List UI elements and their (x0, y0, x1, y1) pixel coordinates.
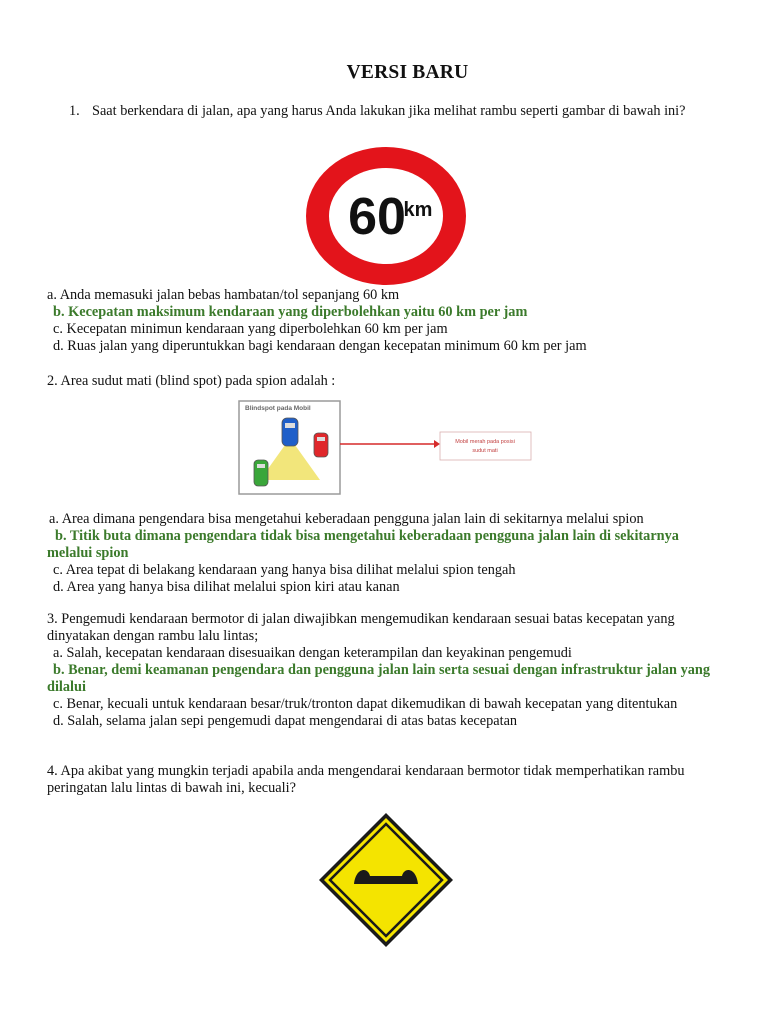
question-4-text: 4. Apa akibat yang mungkin terjadi apabila anda mengendarai kendaraan bermotor tidak memperhatikan rambu peringatan lalu lintas di bawah ini, kecuali? (47, 763, 685, 796)
question-1-option-b: b. Kecepatan maksimum kendaraan yang diperbolehkan yaitu 60 km per jam (53, 304, 528, 320)
question-2-option-a: a. Area dimana pengendara bisa mengetahui keberadaan pengguna jalan lain di sekitarnya melalui spion (49, 511, 644, 527)
red-car-icon (314, 433, 328, 457)
sign-speed-value: 60 (348, 188, 406, 246)
question-1-option-c: c. Kecepatan minimun kendaraan yang diperbolehkan 60 km per jam (53, 321, 448, 337)
question-2-option-b: b. Titik buta dimana pengendara tidak bisa mengetahui keberadaan pengguna jalan lain di sekitarnya melalui spion (47, 528, 679, 561)
question-3-option-a: a. Salah, kecepatan kendaraan disesuaikan dengan keterampilan dan keyakinan pengemudi (53, 645, 572, 661)
blindspot-caption-line-2: sudut mati (472, 448, 498, 454)
page-title: VERSI BARU (346, 62, 469, 83)
sign-speed-unit: km (403, 199, 433, 221)
green-car-icon (254, 460, 268, 486)
blue-car-icon (282, 418, 298, 446)
question-3-text: 3. Pengemudi kendaraan bermotor di jalan diwajibkan mengemudikan kendaraan sesuai batas kecepatan yang dinyatakan dengan rambu lalu lintas; (47, 611, 675, 644)
blindspot-figure-title: Blindspot pada Mobil (245, 405, 311, 412)
question-3-option-c: c. Benar, kecuali untuk kendaraan besar/truk/tronton dapat dikemudikan di bawah kecepatan yang ditentukan (53, 696, 678, 712)
question-2 (47, 373, 727, 390)
question-2-text: 2. Area sudut mati (blind spot) pada spion adalah : (47, 373, 336, 389)
question-2-option-d: d. Area yang hanya bisa dilihat melalui spion kiri atau kanan (53, 579, 400, 595)
blindspot-arrow-head-icon (434, 440, 440, 448)
question-1-options (47, 287, 727, 355)
blindspot-diagram-image (238, 400, 533, 496)
blindspot-caption-line-1: Mobil merah pada posisi (455, 439, 515, 445)
road-bump-warning-sign-image (318, 812, 454, 948)
speed-limit-sign-image (305, 146, 467, 286)
question-2-option-c: c. Area tepat di belakang kendaraan yang hanya bisa dilihat melalui spion tengah (53, 562, 516, 578)
question-1-option-a: a. Anda memasuki jalan bebas hambatan/tol sepanjang 60 km (47, 287, 400, 303)
green-car-window-icon (257, 464, 265, 468)
question-1-text: Saat berkendara di jalan, apa yang harus Anda lakukan jika melihat rambu seperti gambar di bawah ini? (92, 103, 686, 119)
question-3-option-b: b. Benar, demi keamanan pengendara dan pengguna jalan lain serta sesuai dengan infrastruktur jalan yang dilalui (47, 662, 710, 695)
question-3-options (47, 645, 727, 730)
question-4 (47, 763, 727, 797)
blindspot-caption-box (440, 432, 531, 460)
blue-car-window-icon (285, 423, 295, 428)
question-1-option-d: d. Ruas jalan yang diperuntukkan bagi kendaraan dengan kecepatan minimum 60 km per jam (53, 338, 587, 354)
red-car-window-icon (317, 437, 325, 441)
question-1-number: 1. (69, 103, 80, 119)
question-2-options (47, 511, 727, 596)
question-1 (69, 103, 719, 120)
question-3 (47, 611, 727, 645)
question-3-option-d: d. Salah, selama jalan sepi pengemudi dapat mengendarai di atas batas kecepatan (53, 713, 518, 729)
